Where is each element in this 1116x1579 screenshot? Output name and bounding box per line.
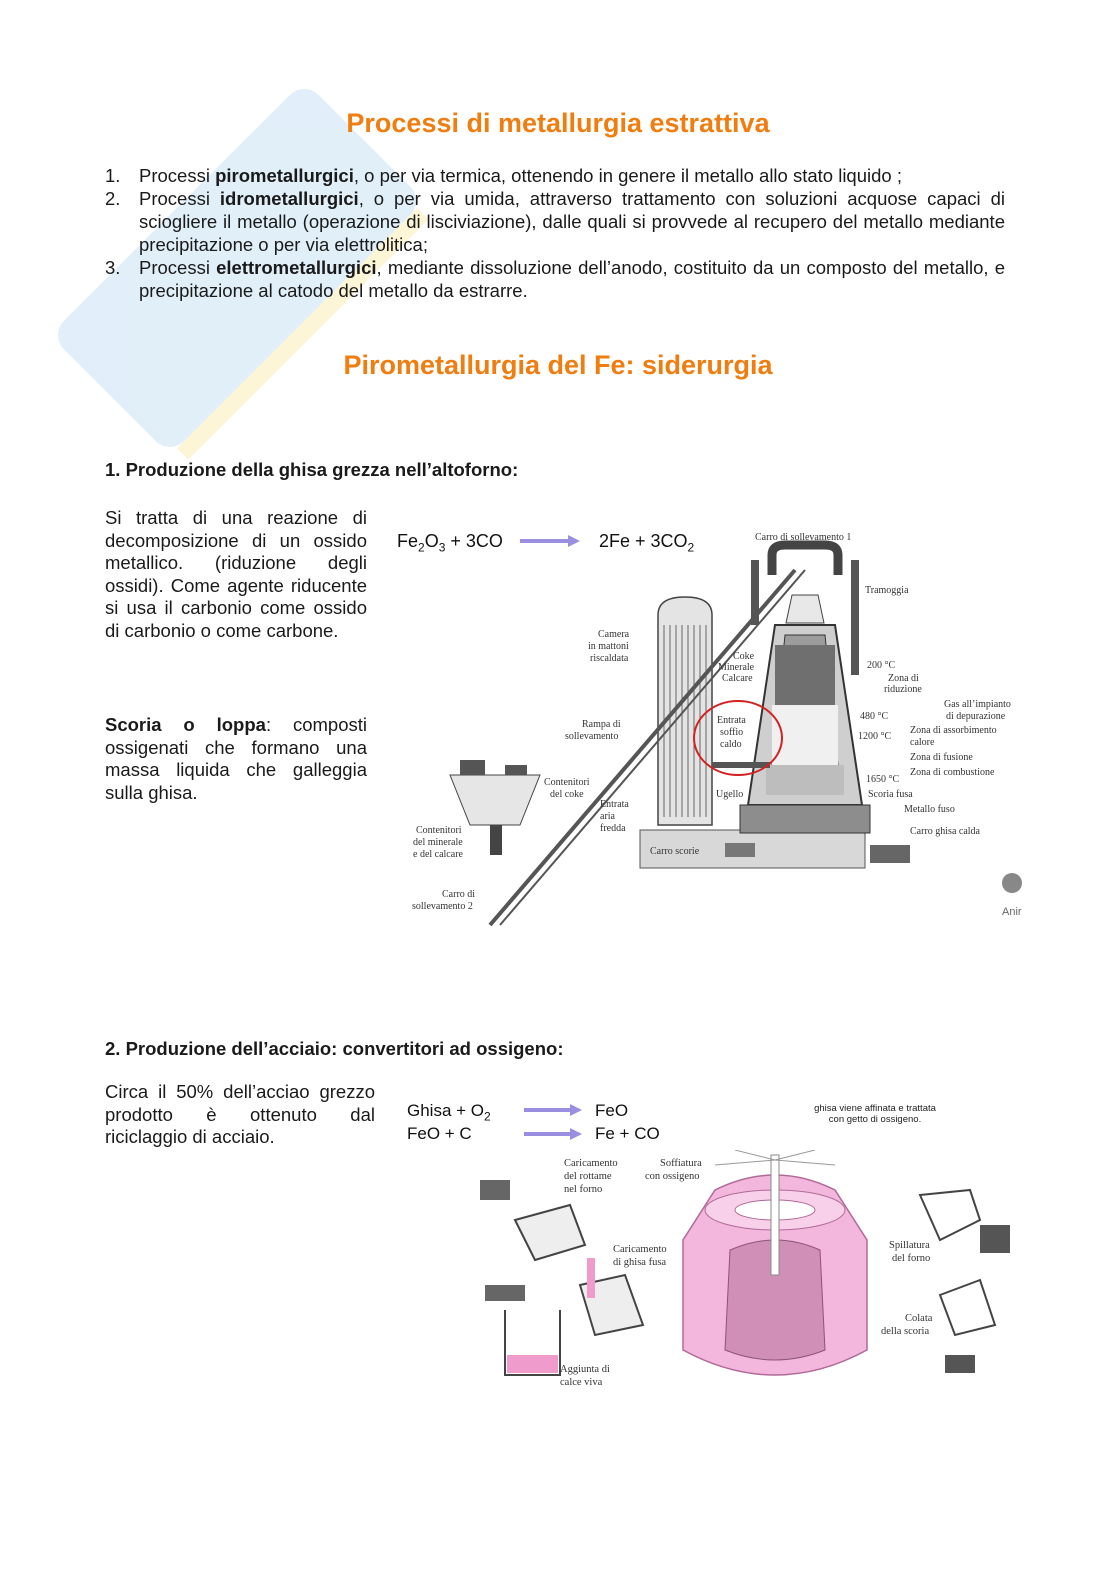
reaction2-arrows-icon <box>520 1102 584 1142</box>
svg-text:200 °C: 200 °C <box>867 660 896 671</box>
svg-text:Carro di sollevamento 1: Carro di sollevamento 1 <box>755 532 852 543</box>
svg-text:Entrata: Entrata <box>717 715 746 726</box>
svg-text:Caricamento: Caricamento <box>613 1244 667 1255</box>
svg-text:Spillatura: Spillatura <box>889 1240 930 1251</box>
furnace-icon <box>740 545 870 833</box>
svg-text:nel forno: nel forno <box>564 1184 603 1195</box>
svg-text:Metallo fuso: Metallo fuso <box>904 804 955 815</box>
svg-text:riduzione: riduzione <box>884 684 922 695</box>
svg-text:Contenitori: Contenitori <box>544 777 590 788</box>
svg-text:Minerale: Minerale <box>718 662 755 673</box>
reaction2-rhs-1: FeO <box>595 1101 629 1120</box>
svg-text:con ossigeno: con ossigeno <box>645 1171 700 1182</box>
reaction-lhs: $Fe_2O_3 + 3CO$ <box>397 531 503 555</box>
scrap-vessel-icon <box>515 1205 585 1260</box>
tap-vessel-icon <box>920 1190 980 1240</box>
svg-text:Anir: Anir <box>1002 906 1022 918</box>
svg-text:Ugello: Ugello <box>716 789 744 800</box>
section-heading-acciaio: 2. Produzione dell’acciaio: convertitori ad ossigeno: <box>105 1038 564 1059</box>
bunker-icon <box>450 760 540 855</box>
svg-text:Scoria fusa: Scoria fusa <box>868 789 913 800</box>
svg-text:riscaldata: riscaldata <box>590 653 629 664</box>
svg-text:soffio: soffio <box>720 727 744 738</box>
svg-text:Aggiunta di: Aggiunta di <box>560 1364 610 1375</box>
svg-text:480 °C: 480 °C <box>860 711 889 722</box>
svg-text:1650 °C: 1650 °C <box>866 774 900 785</box>
process-list <box>105 164 1005 302</box>
svg-text:e del calcare: e del calcare <box>413 849 463 860</box>
section-title: Pirometallurgia del Fe: siderurgia <box>343 350 773 380</box>
svg-text:Carro scorie: Carro scorie <box>650 846 700 857</box>
page-title: Processi di metallurgia estrattiva <box>346 108 770 138</box>
svg-text:Coke: Coke <box>733 651 755 662</box>
animation-icon <box>1002 873 1022 893</box>
svg-text:Zona di fusione: Zona di fusione <box>910 752 973 763</box>
svg-text:di depurazione: di depurazione <box>946 711 1006 722</box>
list-item: 2. Processi idrometallurgici, o per via umida, attraverso trattamento con soluzioni acquose capaci di sciogliere il metallo (operazione di lisciviazione), dalle quali si provvede al recupero del metallo mediante precipitazione o per via elettrolitica; <box>105 188 1005 255</box>
scoria-paragraph: Scoria o loppa: composti ossigenati che formano una massa liquida che galleggia sulla ghisa. <box>105 714 367 803</box>
slag-cart-icon <box>725 843 755 857</box>
svg-text:in mattoni: in mattoni <box>588 641 629 652</box>
section-heading-altoforno: 1. Produzione della ghisa grezza nell’altoforno: <box>105 459 519 480</box>
reaction2-rhs-2: Fe + CO <box>595 1124 660 1143</box>
svg-text:Zona di combustione: Zona di combustione <box>910 767 995 778</box>
svg-text:Gas all’impianto: Gas all’impianto <box>944 699 1011 710</box>
list-item: 3. Processi elettrometallurgici, mediante dissoluzione dell’anodo, costituito da un composto del metallo, e precipitazione al catodo del metallo da estrarre. <box>105 257 1005 301</box>
svg-text:Entrata: Entrata <box>600 799 629 810</box>
svg-text:sollevamento 2: sollevamento 2 <box>412 901 473 912</box>
oxygen-converter-diagram <box>475 1150 1035 1400</box>
svg-text:Carro ghisa calda: Carro ghisa calda <box>910 826 980 837</box>
svg-text:calore: calore <box>910 737 935 748</box>
svg-text:caldo: caldo <box>720 739 742 750</box>
svg-text:del rottame: del rottame <box>564 1171 612 1182</box>
svg-text:del forno: del forno <box>892 1253 931 1264</box>
svg-text:Zona di assorbimento: Zona di assorbimento <box>910 725 997 736</box>
converter-icon <box>683 1150 867 1375</box>
svg-text:1200 °C: 1200 °C <box>858 731 892 742</box>
svg-text:Tramoggia: Tramoggia <box>865 585 909 596</box>
svg-text:Camera: Camera <box>598 629 630 640</box>
reaction2-lhs-2: FeO + C <box>407 1124 472 1143</box>
svg-text:Rampa di: Rampa di <box>582 719 621 730</box>
slag-vessel-icon <box>940 1280 995 1335</box>
svg-text:fredda: fredda <box>600 823 626 834</box>
svg-text:Caricamento: Caricamento <box>564 1158 618 1169</box>
blast-furnace-diagram <box>400 525 1030 935</box>
converter-note: ghisa viene affinata e trattata con getto di ossigeno. <box>814 1103 936 1125</box>
svg-text:Soffiatura: Soffiatura <box>660 1158 702 1169</box>
svg-text:della scoria: della scoria <box>881 1326 930 1337</box>
iron-cart-icon <box>870 845 910 863</box>
altoforno-paragraph: Si tratta di una reazione di decomposizione di un ossido metallico. (riduzione degli ossidi). Come agente riducente si usa il carbonio come ossido di carbonio o come carbone. <box>105 507 367 641</box>
acciaio-paragraph: Circa il 50% dell’acciao grezzo prodotto è ottenuto dal riciclaggio di acciaio. <box>105 1081 375 1147</box>
svg-text:di ghisa fusa: di ghisa fusa <box>613 1257 667 1268</box>
reaction2-lhs-1: Ghisa + $O_2$ <box>407 1101 491 1124</box>
list-item: 1. Processi pirometallurgici, o per via termica, ottenendo in genere il metallo allo stato liquido ; <box>105 165 902 186</box>
svg-text:del coke: del coke <box>550 789 584 800</box>
svg-text:calce viva: calce viva <box>560 1377 603 1388</box>
svg-text:Zona di: Zona di <box>888 673 919 684</box>
reaction-rhs: $2Fe + 3CO_2$ <box>599 531 695 555</box>
svg-text:aria: aria <box>600 811 615 822</box>
svg-text:del minerale: del minerale <box>413 837 463 848</box>
svg-text:Contenitori: Contenitori <box>416 825 462 836</box>
svg-text:Calcare: Calcare <box>722 673 753 684</box>
svg-text:Colata: Colata <box>905 1313 933 1324</box>
svg-text:sollevamento: sollevamento <box>565 731 619 742</box>
svg-text:Carro di: Carro di <box>442 889 476 900</box>
